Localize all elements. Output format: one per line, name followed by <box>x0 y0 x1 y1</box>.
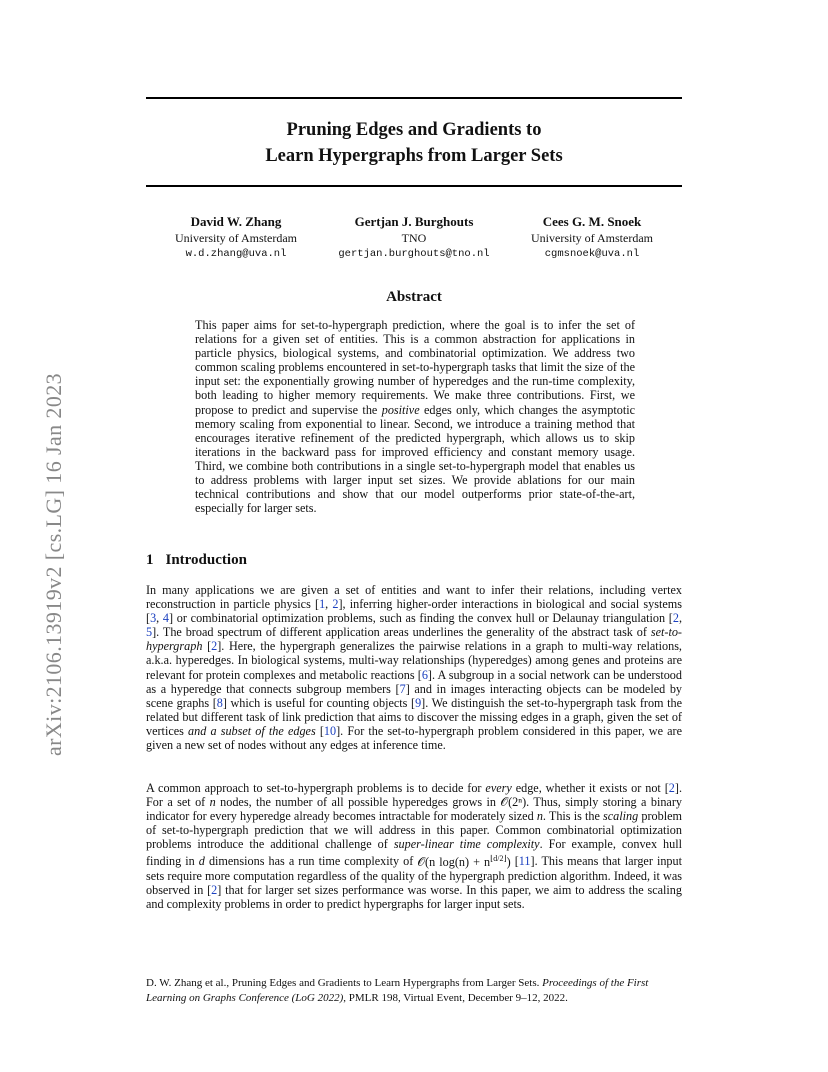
paper-title: Pruning Edges and Gradients to Learn Hypergraphs from Larger Sets <box>265 120 563 166</box>
citation-link[interactable]: 11 <box>518 854 531 869</box>
intro-paragraph-1: In many applications we are given a set of entities and want to infer their relations, including vertex reconstruction in particle physics [1, 2], inferring higher-order interactions in biological and social systems [3, 4] or combinatorial optimization problems, such as finding the convex hull or Delaunay triangulation [2, 5]. The broad spectrum of different application areas underlines the generality of the abstract task of set-to-hypergraph [2]. Here, the hypergraph generalizes the pairwise relations in a graph to multi-way relations, a.k.a. hyperedges. In biological systems, multi-way relationships (hyperedges) among genes and proteins are relevant for protein complexes and metabolic reactions [6]. A subgroup in a social network can be understood as a hyperedge that connects subgroup members [7] and in images interacting objects can be modeled by scene graphs [8] which is useful for counting objects [9]. We distinguish the set-to-hypergraph task from the related but different task of link prediction that aims to discover the missing edges in a graph, given the set of vertices and a subset of the edges [10]. For the set-to-hypergraph problem considered in this paper, we are given a new set of nodes without any edges at inference time. <box>146 583 683 753</box>
citation-link[interactable]: 8 <box>216 695 223 710</box>
citation-link[interactable]: 3 <box>150 611 157 626</box>
math-complexity: 𝒪(2ⁿ) <box>500 795 527 810</box>
footnote: D. W. Zhang et al., Pruning Edges and Gradients to Learn Hypergraphs from Larger Sets. Proceedings of the First Learning on Graphs Conference (LoG 2022), PMLR 198, Virtual Event, December 9–12, 2022. <box>146 977 649 1004</box>
title-bottom-rule <box>146 185 682 187</box>
math-n: n <box>209 795 216 810</box>
author-block <box>146 214 682 264</box>
citation-link[interactable]: 2 <box>211 639 218 654</box>
abstract-text: This paper aims for set-to-hypergraph prediction, where the goal is to infer the set of relations for a given set of entities. This is a common abstraction for applications in particle physics, biological systems, and combinatorial optimization. We address two common scaling problems encountered in set-to-hypergraph tasks that limit the size of the input set: the exponentially growing number of hyperedges and the run-time complexity, both leading to higher memory requirements. We make three contributions. First, we propose to predict and supervise the positive edges only, which changes the asymptotic memory scaling from exponential to linear. Second, we introduce a training method that encourages iterative refinement of the predicted hypergraph, which allows us to skip iterations in the backward pass for improved efficiency and constant memory usage. Third, we combine both contributions in a single set-to-hypergraph model that enables us to address problems with larger input set sizes. We provide ablations for our main technical contributions and show that our model outperforms prior state-of-the-art, especially for larger sets. <box>195 318 636 516</box>
citation-link[interactable]: 2 <box>672 611 679 626</box>
title-top-rule <box>146 97 682 99</box>
citation-link[interactable]: 5 <box>146 625 153 640</box>
arxiv-stamp: arXiv:2106.13919v2 [cs.LG] 16 Jan 2023 <box>41 372 66 756</box>
math-n: n <box>536 809 543 824</box>
citation-link[interactable]: 6 <box>421 667 428 682</box>
section-heading: 1 Introduction <box>146 552 247 568</box>
author-3: Cees G. M. Snoek University of Amsterdam cgmsnoek@uva.nl <box>502 214 682 262</box>
author-email[interactable]: cgmsnoek@uva.nl <box>544 248 640 260</box>
citation-link[interactable]: 4 <box>162 611 170 626</box>
citation-link[interactable]: 2 <box>332 597 339 612</box>
citation-link[interactable]: 7 <box>399 681 406 696</box>
citation-link[interactable]: 1 <box>319 597 326 612</box>
author-2: Gertjan J. Burghouts TNO gertjan.burghouts@tno.nl <box>324 214 504 262</box>
math-hull-complexity: 𝒪(n $\log(n) + n^{⌊d/2⌋}$) <box>417 853 511 869</box>
author-email[interactable]: gertjan.burghouts@tno.nl <box>338 248 490 260</box>
citation-link[interactable]: 10 <box>323 723 337 738</box>
citation-link[interactable]: 2 <box>211 882 218 897</box>
author-email[interactable]: w.d.zhang@uva.nl <box>185 248 287 260</box>
abstract-heading: Abstract <box>386 289 442 305</box>
intro-paragraph-2: A common approach to set-to-hypergraph problems is to decide for every edge, whether it exists or not [2]. For a set of n nodes, the number of all possible hyperedges grows in 𝒪(2ⁿ). Thus, simply storing a binary indicator for every hyperedge already becomes intractable for moderately sized n. This is the scaling problem of set-to-hypergraph prediction that we will address in this paper. Common combinatorial optimization problems introduce the additional challenge of super-linear time complexity. For example, convex hull finding in d dimensions has a run time complexity of 𝒪(n $\log(n) + n^{⌊d/2⌋}$) [11]. This means that larger input sets require more computation regardless of the quality of the hypergraph prediction algorithm. Indeed, it was observed in [2] that for larger set sizes performance was worse. In this paper, we aim to address the scaling and complexity problems in order to predict hypergraphs for larger input sets. <box>146 781 683 911</box>
math-d: d <box>198 854 205 869</box>
author-1: David W. Zhang University of Amsterdam w.d.zhang@uva.nl <box>146 214 326 262</box>
citation-link[interactable]: 9 <box>415 695 422 710</box>
citation-link[interactable]: 2 <box>668 781 675 795</box>
